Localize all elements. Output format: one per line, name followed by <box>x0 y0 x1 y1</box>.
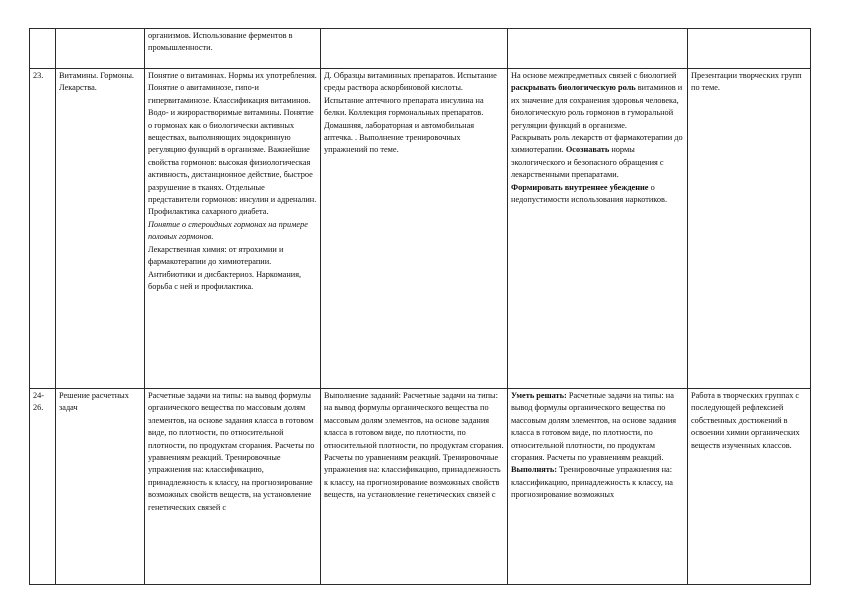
table-row-24 <box>30 389 811 585</box>
section-cell <box>56 389 145 585</box>
content-text: Расчетные задачи на типы: на вывод формулы органического вещества по массовым долям элементов, на основе задания класса в готовом виде, по плотности, по относительной плотности, по продуктам сгорания. Расчеты по уравнениям реакций. Тренировочные упражнения на: классификацию, принадлежность к классу, на прогнозирование возможных свойств веществ, на установление генетических связей с <box>148 391 317 512</box>
activity-text: Работа в творческих группах с последующей рефлексией собственных достижений в освоении химии органических веществ изученных классов. <box>691 391 802 450</box>
content-cell <box>145 29 321 69</box>
demo-cell <box>321 29 508 69</box>
demo-cell <box>321 389 508 585</box>
content-cell <box>145 389 321 585</box>
requirements-cell <box>508 69 688 389</box>
row-number: 23. <box>33 71 44 80</box>
activity-cell <box>688 69 811 389</box>
row-number: 24-26. <box>33 391 45 413</box>
demo-text: Выполнение заданий: Расчетные задачи на типы: на вывод формулы органического вещества по массовым долям элементов, на основе задания класса в готовом виде, по плотности, по относительной плотности, по продуктам сгорания. Расчеты по уравнениям реакций. Тренировочные упражнения на: классификацию, принадлежность к классу, на прогнозирование возможных свойств веществ, на установление генетических связей с <box>324 391 506 500</box>
demo-text: Д. Образцы витаминных препаратов. Испытание среды раствора аскорбиновой кислоты. Испытание аптечного препарата инсулина на белки. Коллекция гормональных препаратов. Домашняя, лабораторная и автомобильная аптечка. . Выполнение тренировочных упражнений по теме. <box>324 71 499 155</box>
requirements-text: На основе межпредметных связей с биологией раскрывать биологическую роль витаминов и их значение для сохранения здоровья человека, биологическую роль гормонов в гуморальной регуляции функций в организме. Раскрывать роль лекарств от фармакотерапии до химиотерапии. Осознавать нормы экологического и безопасного обращения с лекарственными препаратами. Формировать внутреннее убеждение о недопустимости использования наркотиков. <box>511 71 685 205</box>
section-cell <box>56 29 145 69</box>
number-cell <box>30 29 56 69</box>
section-title: Решение расчетных задач <box>59 391 131 413</box>
requirements-text: Уметь решать: Расчетные задачи на типы: на вывод формулы органического вещества по массовым долям элементов, на основе задания класса в готовом виде, по плотности, по относительной плотности, по продуктам сгорания. Расчеты по уравнениям реакций. Выполнять: Тренировочные упражнения на: классификацию, принадлежность к классу, на прогнозирование возможных <box>511 391 679 500</box>
content-text: организмов. Использование ферментов в промышленности. <box>148 31 295 53</box>
table-row-continued <box>30 29 811 69</box>
requirements-cell <box>508 29 688 69</box>
section-cell <box>56 69 145 389</box>
number-cell <box>30 389 56 585</box>
section-title: Витамины. Гормоны. Лекарства. <box>59 71 137 93</box>
activity-cell <box>688 389 811 585</box>
curriculum-table <box>29 28 811 585</box>
requirements-cell <box>508 389 688 585</box>
table-row-23 <box>30 69 811 389</box>
activity-text: Презентации творческих групп по теме. <box>691 71 804 93</box>
content-italic-text: Понятие о стероидных гормонах на примере половых гормонов. <box>148 219 310 242</box>
content-tail-text: Лекарственная химия: от ятрохимии и фармакотерапии до химиотерапии. Антибиотики и дисбактериоз. Наркомания, борьба с ней и профилактика. <box>148 244 304 291</box>
number-cell <box>30 69 56 389</box>
activity-cell <box>688 29 811 69</box>
demo-cell <box>321 69 508 389</box>
content-text: Понятие о витаминах. Нормы их употребления. Понятие о авитаминозе, гипо-и гипервитаминозе. Классификация витаминов. Водо- и жирорастворимые витамины. Понятие о гормонах как о биологически активных веществах, выполняющих эндокринную регуляцию функций в организме. Важнейшие свойства гормонов: высокая физиологическая активность, дистанционное действие, быстрое разрушение в тканях. Отдельные представители гормонов: инсулин и адреналин. Профилактика сахарного диабета. <box>148 71 319 217</box>
content-cell <box>145 69 321 389</box>
